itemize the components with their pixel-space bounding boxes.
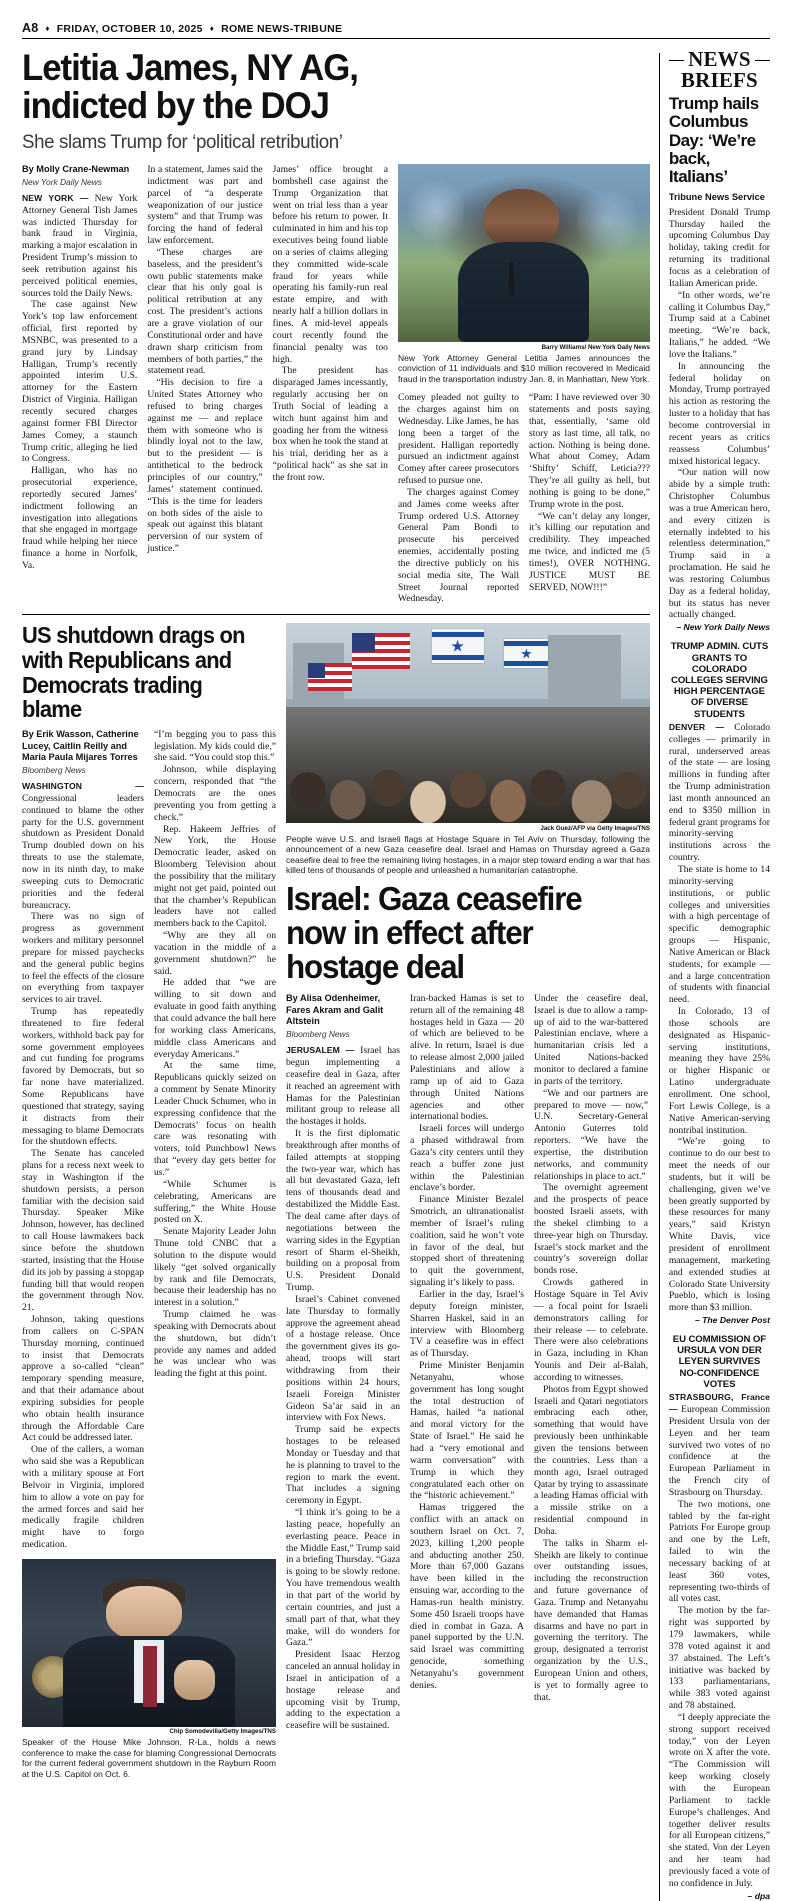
dateline: WASHINGTON — bbox=[22, 781, 144, 792]
israel-col-1 bbox=[286, 993, 400, 1732]
israel-col-2 bbox=[410, 993, 524, 1732]
paragraph: The Senate has canceled plans for a recess next week to stay in Washington if the shutdown persists, a person familiar with the decision said Thursday. Speaker Mike Johnson, however, has declined to call House lawmakers back since before the shutdown started, insisting that the House did its job by passing a stopgap funding bill that would reopen the government through Nov. 21. bbox=[22, 1148, 144, 1314]
lead-byline-org: New York Daily News bbox=[22, 176, 102, 187]
news-briefs-title-line1: NEWS bbox=[669, 49, 770, 70]
folio-bar bbox=[22, 0, 770, 39]
paragraph: “I deeply appreciate the strong support received today,” von der Leyen wrote on X after the vote. “The Commission will keep working closely with the European Parliament to tackle Europe’s challenges. And together deliver results for all European citizens,” she stated. Von der Leyen and her team had previously faced a vote of no confidence in July. bbox=[668, 1711, 770, 1889]
paragraph: He added that “we are willing to sit down and evaluate in good faith anything that could advance the ball here for working class Americans, middle class Americans and everyday Americans.” bbox=[154, 977, 276, 1060]
paragraph: Senate Majority Leader John Thune told CNBC that a solution to the dispute would likely “get solved organically by rank and file Democrats, because their leadership has no interest in a solution.” bbox=[154, 1226, 276, 1309]
paragraph: It is the first diplomatic breakthrough after months of failed attempts at stopping the two-year war, which has all but devastated Gaza, left tens of thousands dead and destabilized the Middle East. The deal came after days of negotiations between the warring sides in the Egyptian resort of Sharm el-Sheikh, building on a proposal from U.S. President Donald Trump. bbox=[286, 1128, 400, 1294]
paragraph: Trump said he expects hostages to be released Monday or Tuesday and that he is planning to travel to the region to mark the event. That includes a signing ceremony in Egypt. bbox=[286, 1424, 400, 1507]
brief-attribution: – dpa bbox=[747, 1890, 770, 1901]
brief-item bbox=[669, 95, 770, 632]
paragraph: Johnson, taking questions from callers on C-SPAN Thursday morning, continued to insist that Democrats approve a so-called “clean” temporary spending measure, and that their adamance about expiring subsidies for people who obtain health insurance through the Affordable Care Act could be addressed later. bbox=[22, 1314, 144, 1444]
dateline: STRASBOURG, France — bbox=[668, 1392, 770, 1414]
brief-item bbox=[669, 1334, 770, 1901]
paragraph-text: New York Attorney General Tish James was indicted Thursday for bank fraud in Virginia, marking a major escalation in President Trump’s mission to seek retribution against his perceived political enemies, sources told the Daily News. bbox=[22, 192, 138, 299]
letitia-james-photo bbox=[398, 164, 650, 342]
lead-story bbox=[22, 49, 650, 605]
news-briefs-column bbox=[669, 49, 770, 1901]
main-content-zone bbox=[22, 49, 650, 1901]
paragraph: President Donald Trump Thursday hailed the upcoming Columbus Day holiday, taking credit for returning its traditional focus as a celebration of Italian American pride. bbox=[668, 206, 770, 289]
photo-caption: People wave U.S. and Israeli flags at Hostage Square in Tel Aviv on Thursday, following the announcement of a new Gaza ceasefire deal. Israel and Hamas on Thursday agreed a Gaza ceasefire deal to free the remaining living hostages, in a major step toward ending a war that has killed tens of thousands of people and unleashed a humanitarian catastrophe. bbox=[286, 833, 650, 876]
photo-credit: Chip Somodevilla/Getty Images/TNS bbox=[169, 1728, 276, 1736]
paragraph: Crowds gathered in Hostage Square in Tel Aviv — a focal point for Israeli demonstrators calling for their release — to celebrate. There were also celebrations in Gaza, including in Khan Younis and Deir al-Balah, according to witnesses. bbox=[534, 1277, 648, 1383]
brief-kicker: TRUMP ADMIN. CUTS GRANTS TO COLORADO COLLEGES SERVING HIGH PERCENTAGE OF DIVERSE STUDENTS bbox=[670, 641, 769, 720]
brief-kicker: EU COMMISSION OF URSULA VON DER LEYEN SURVIVES NO-CONFIDENCE VOTES bbox=[672, 1334, 767, 1390]
paragraph: Trump has repeatedly threatened to fire federal workers, withhold back pay for some government employees and cut funding for programs favored by Democrats, but so far none have materialized. Some Republicans have questioned that strategy, saying it distracts from their messaging to blame Democrats for the shutdown effects. bbox=[22, 1006, 144, 1148]
lead-col-1 bbox=[22, 164, 137, 605]
paragraph: “Our nation will now abide by a simple truth: Christopher Columbus was a true American hero, and every citizen is eternally indebted to his relentless determination,” Trump said in a proclamation. He said he was restoring Columbus Day as a federal holiday, but its status has never actually changed. bbox=[668, 467, 770, 621]
brief-item bbox=[669, 641, 770, 1325]
paragraph: “We can’t delay any longer, it’s killing our reputation and credibility. They impeached me twice, and indicted me (5 times!), OVER NOTHING. JUSTICE MUST BE SERVED, NOW!!!” bbox=[528, 510, 650, 593]
page-number: A8 bbox=[22, 21, 39, 35]
brief-source: Tribune News Service bbox=[668, 191, 765, 202]
diamond-icon: ♦ bbox=[45, 24, 50, 33]
mike-johnson-photo bbox=[22, 1559, 276, 1727]
israel-headline: Israel: Gaza ceasefire now in effect after hostage deal bbox=[286, 879, 582, 985]
paragraph: Finance Minister Bezalel Smotrich, an ultranationalist member of Israel’s ruling coalition, said he won’t vote in favor of the deal, but stopped short of threatening to quit the government, signaling it’s likely to pass. bbox=[410, 1194, 524, 1289]
paragraph: “While Schumer is celebrating, Americans are suffering,” the White House posted on X. bbox=[154, 1178, 276, 1226]
lead-col-4 bbox=[398, 392, 519, 605]
shutdown-col-2 bbox=[154, 729, 276, 1551]
israel-col-3 bbox=[534, 993, 648, 1732]
paragraph: Trump claimed he was speaking with Democrats about the shutdown, but didn’t provide any names and added he was unclear who was leading the fight at this point. bbox=[154, 1309, 276, 1380]
shutdown-headline: US shutdown drags on with Republicans and Democrats trading blame bbox=[22, 622, 245, 723]
dateline: DENVER — bbox=[668, 721, 725, 732]
paragraph: Israeli forces will undergo a phased withdrawal from Gaza’s city centers until they reach a buffer zone just within the Palestinian enclave’s border. bbox=[410, 1123, 524, 1194]
lead-subhead: She slams Trump for ‘political retribution’ bbox=[22, 131, 343, 154]
paragraph: “His decision to fire a United States Attorney who refused to bring charges against me — and replace them with someone who is blindly loyal not to the law, but to the president — is antithetical to the bedrock principles of our country,” James’ statement continued. “This is the time for leaders on both sides of the aisle to speak out against this blatant perversion of our system of justice.” bbox=[147, 377, 263, 555]
paragraph: “These charges are baseless, and the president’s own public statements make clear that his only goal is political retribution at any cost. The president’s actions are a grave violation of our Constitutional order and have drawn sharp criticism from members of both parties,” the statement read. bbox=[147, 246, 263, 377]
publication-name: ROME NEWS-TRIBUNE bbox=[221, 23, 343, 35]
dateline: JERUSALEM — bbox=[286, 1045, 355, 1056]
paragraph: Johnson, while displaying concern, responded that “the Democrats are the ones preventing you from getting a check.” bbox=[154, 764, 276, 823]
photo-credit: Jack Guez/AFP via Getty Images/TNS bbox=[540, 824, 650, 832]
paragraph: Rep. Hakeem Jeffries of New York, the House Democratic leader, asked on Bloomberg Television about the possibility that the military might not get paid, pointed out that the chamber’s Republican leaders have not called members back to the Capitol. bbox=[154, 823, 276, 930]
diamond-icon-2: ♦ bbox=[209, 24, 215, 33]
paragraph: Photos from Egypt showed Israeli and Qatari negotiators embracing each other, something that would have previously been unthinkable given the tensions between the countries. Less than a month ago, Israel outraged Qatar by trying to assassinate a leading Hamas official with a missile strike on a residential compound in Doha. bbox=[534, 1383, 648, 1537]
news-briefs-title-line2: BRIEFS bbox=[680, 68, 758, 92]
paragraph: The overnight agreement and the prospects of peace boosted Israeli assets, with the shekel climbing to a three-year high on Thursday. Israel’s stock market and the country’s sovereign dollar bonds rose. bbox=[534, 1182, 648, 1277]
paragraph: James’ office brought a bombshell case against the Trump Organization that went on trial less than a year before his return to power. It culminated in him and his top executives being found liable on a series of claims alleging they committed wide-scale fraud for years while operating his family-run real estate empire, and with nearly half a billion dollars in fines. A mid-level appeals court recently found the financial penalty was too high. bbox=[272, 164, 388, 365]
paragraph: The charges against Comey and James come weeks after Trump ordered U.S. Attorney General Pam Bondi to prosecute his perceived enemies, accidentally posting the directive publicly on his social media site, The Wall Street Journal reported Wednesday. bbox=[397, 486, 519, 605]
paragraph: There was no sign of progress as government workers and military personnel prepare for missed paychecks and the general public begins to feel the effects of the closure on everything from taxpayer services to air travel. bbox=[22, 911, 144, 1006]
lead-headline: Letitia James, NY AG, indicted by the DOJ bbox=[22, 47, 358, 127]
hostage-square-photo bbox=[286, 623, 650, 823]
section-divider bbox=[22, 614, 650, 615]
paragraph: “We and our partners are prepared to move — now,” U.N. Secretary-General Antonio Guterres told reporters. “We have the expertise, the distribution networks, and community relationships in place to act.” bbox=[534, 1087, 648, 1182]
issue-date: FRIDAY, OCTOBER 10, 2025 bbox=[56, 23, 203, 35]
paragraph: “I’m begging you to pass this legislation. My kids could die,” she said. “You could stop this.” bbox=[154, 728, 276, 764]
paragraph: Israel’s Cabinet convened late Thursday to formally approve the agreement ahead of a hostage release. Once the government gives its go-ahead, troops will start withdrawing from their positions within 24 hours, Israeli Foreign Minister Gideon Sa’ar said in an interview with Fox News. bbox=[286, 1293, 400, 1424]
shutdown-byline: By Erik Wasson, Catherine Lucey, Caitlin Reilly and Maria Paula Mijares Torres bbox=[22, 728, 139, 763]
paragraph: Prime Minister Benjamin Netanyahu, whose government has long sought the total destruction of Hamas, hailed “a national and moral victory for the State of Israel.” He said he had a “very emotional and warm conversation” with Trump in which they congratulated each other on the “historic achievement.” bbox=[410, 1360, 524, 1502]
shutdown-col-1 bbox=[22, 729, 144, 1551]
paragraph: The case against New York’s top law enforcement official, first reported by MSNBC, was presented to a grand jury by Lindsay Halligan, Trump’s recently appointed interim U.S. attorney for the Eastern District of Virginia. Halligan recently secured charges against former FBI Director James Comey, a staunch Trump critic, alleging he lied to Congress. bbox=[22, 299, 138, 465]
paragraph bbox=[22, 193, 137, 300]
paragraph: Earlier in the day, Israel’s deputy foreign minister, Sharren Haskel, said in an interview with Bloomberg TV a ceasefire was in effect as of Thursday. bbox=[410, 1289, 524, 1360]
paragraph: The president has disparaged James incessantly, regularly accusing her on Truth Social of leading a witch hunt against him and goading her from the witness box when he took the stand at his trial, deriding her as a “political hack” as she sat in the front row. bbox=[272, 365, 388, 483]
photo-caption: New York Attorney General Letitia James announces the conviction of 11 individuals and $10 million recovered in Medicaid fraud in the transportation industry Jan. 8, in Manhattan, New York. bbox=[397, 352, 650, 384]
paragraph: Under the ceasefire deal, Israel is due to allow a ramp-up of aid to the war-battered Palestinian enclave, where a humanitarian crisis led a United Nations-backed monitor to declared a famine in parts of the territory. bbox=[534, 992, 648, 1087]
lead-col-3 bbox=[273, 164, 388, 605]
paragraph-text: European Commission President Ursula von der Leyen and her team survived two votes of no confidence at the European Parliament in the French city of Strasbourg on Thursday. bbox=[668, 1403, 770, 1498]
column-divider bbox=[659, 53, 660, 1901]
paragraph: “Why are they all on vacation in the middle of a government shutdown?” he said. bbox=[154, 930, 276, 977]
paragraph: Comey pleaded not guilty to the charges against him on Wednesday. Like James, he has long been a target of the president. Halligan reportedly pursued an indictment against Comey after career prosecutors refused to pursue one. bbox=[397, 392, 519, 487]
israel-byline-org: Bloomberg News bbox=[286, 1029, 350, 1040]
shutdown-byline-org: Bloomberg News bbox=[22, 765, 86, 776]
paragraph: “Pam: I have reviewed over 30 statements and posts saying that, essentially, ‘same old story as last time, all talk, no action. Nothing is being done. What about Comey, Adam ‘Shifty’ Schiff, Leticia??? They’re all guilty as hell, but nothing is going to be done,” Trump wrote in the post. bbox=[528, 392, 650, 510]
paragraph: Halligan, who has no prosecutorial experience, reportedly secured James’ indictment following an investigation into allegations that she engaged in mortgage fraud while helping her niece finance a home in Norfolk, Va. bbox=[22, 465, 138, 571]
paragraph: “We’re going to continue to do our best to meet the needs of our students, but it will be challenging, given we’ve been greatly supported by these resources for many years,” said Kristyn White Davis, vice president of enrollment management, marketing and extended studies at Colorado State University Pueblo, which is losing more than $3 million. bbox=[668, 1136, 770, 1314]
johnson-photo-block bbox=[22, 1559, 276, 1780]
israel-byline: By Alisa Odenheimer, Fares Akram and Galit Altstein bbox=[286, 992, 384, 1027]
lead-photo-zone bbox=[398, 164, 650, 605]
paragraph-text: Congressional leaders continued to blame the other party for the U.S. government shutdown as President Donald Trump doubled down on his threats to use the stalemate, now in its ninth day, to make sweeping cuts to Democratic priorities and the federal bureaucracy. bbox=[22, 792, 144, 911]
brief-attribution: – New York Daily News bbox=[676, 622, 770, 633]
news-briefs-title bbox=[669, 49, 770, 95]
lower-section bbox=[22, 623, 650, 1779]
paragraph: At the same time, Republicans quickly seized on a comment by Senate Minority Leader Chuck Schumer, who in expressing confidence that the Democrats’ focus on health care was resonating with voters, told Punchbowl News that “every day gets better for us.” bbox=[154, 1060, 276, 1178]
paragraph bbox=[22, 781, 144, 911]
paragraph: One of the callers, a woman who said she was a Republican with a military spouse at Fort Belvoir in Virginia, implored him to allow a vote on pay for the armed forces and said her medically fragile children might have to forgo medication. bbox=[22, 1444, 144, 1551]
page-body bbox=[22, 39, 770, 1901]
paragraph: “In other words, we’re calling it Columbus Day,” Trump said at a Cabinet meeting. “We’re back, Italians,” he added. “We love the Italians.” bbox=[668, 289, 770, 360]
lead-byline: By Molly Crane-Newman bbox=[22, 164, 130, 175]
israel-story bbox=[286, 623, 650, 1779]
paragraph: The two motions, one tabled by the far-right Patriots For Europe group and one by the Left, failed to win the necessary backing of at least 360 votes, representing two-thirds of all votes cast. bbox=[668, 1498, 770, 1605]
paragraph: The state is home to 14 minority-serving institutions, or public colleges and universities with a high percentage of specific demographic groups — Hispanic, Native American or Black students, for example — and a large concentration of students with financial need. bbox=[668, 863, 770, 1006]
photo-credit: Barry Williams/ New York Daily News bbox=[541, 343, 650, 351]
photo-caption: Speaker of the House Mike Johnson, R-La., holds a news conference to make the case for blaming Congressional Democrats for the current federal government shutdown in the Rayburn Room at the U.S. Capitol on Oct. 6. bbox=[22, 1737, 276, 1779]
paragraph: President Isaac Herzog canceled an annual holiday in Israel in anticipation of a hostage release and upcoming visit by Trump, adding to the expectation a ceasefire will be sustained. bbox=[286, 1649, 401, 1732]
paragraph-text: Israel has begun implementing a ceasefire deal in Gaza, after it reached an agreement with Hamas for the Palestinian militant group to release all the hostages it holds. bbox=[286, 1045, 400, 1128]
dateline: NEW YORK — bbox=[22, 192, 89, 203]
brief-attribution: – The Denver Post bbox=[695, 1315, 770, 1326]
paragraph bbox=[669, 722, 770, 864]
paragraph: The motion by the far-right was supported by 179 lawmakers, while 378 voted against it and 37 abstained. The Left’s initiative was backed by 133 parliamentarians, while 383 voted against and 78 abstained. bbox=[668, 1605, 770, 1712]
paragraph: In Colorado, 13 of those schools are designated as Hispanic-serving institutions, meaning they have 25% or higher Hispanic or Latino undergraduate enrollment. One school, Fort Lewis College, is a Native American-serving nontribal institution. bbox=[668, 1006, 770, 1136]
paragraph: The talks in Sharm el-Sheikh are likely to continue over outstanding issues, including the reconstruction and future governance of Gaza. Trump and Netanyahu have demanded that Hamas disarms and have no part in governing the territory. The group, designated a terrorist organization by the U.S., European Union and others, is yet to formally agree to that. bbox=[534, 1537, 648, 1703]
brief-headline: Trump hails Columbus Day: ‘We’re back, Italians’ bbox=[668, 94, 759, 187]
paragraph: In announcing the federal holiday on Monday, Trump portrayed his action as restoring the luster to a holiday that has become controversial in recent years as critics reassess Columbus’ mixed historical legacy. bbox=[668, 360, 770, 467]
paragraph bbox=[286, 1045, 400, 1128]
paragraph-text: Colorado colleges — primarily in rural, underserved areas of the state — are losing millions in funding after the Trump administration last month announced an end to $350 million in federal grant programs for minority-serving institutions across the country. bbox=[668, 721, 770, 864]
paragraph: Hamas triggered the conflict with an attack on southern Israel on Oct. 7, 2023, killing 1,200 people and abducting another 250. More than 67,000 Gazans have been killed in the ensuing war, according to the Hamas-run health ministry. Some 450 Israeli troops have died in combat in Gaza. A panel supported by the U.N. said Israel was committing genocide, something Netanyahu’s government denies. bbox=[410, 1502, 524, 1691]
lead-col-5 bbox=[529, 392, 650, 605]
shutdown-story bbox=[22, 623, 276, 1779]
paragraph bbox=[669, 1392, 770, 1499]
paragraph: Iran-backed Hamas is set to return all of the remaining 48 hostages held in Gaza — 20 of which are believed to be alive. In return, Israel is due to release almost 2,000 jailed Palestinians and allow a ramp up of aid to Gaza through United Nations agencies and other international bodies. bbox=[410, 992, 524, 1123]
paragraph: “I think it’s going to be a lasting peace, hopefully an everlasting peace. Peace in the Middle East,” Trump said in a briefing Thursday. “Gaza is going to be slowly redone. You have tremendous wealth in that part of the world by certain countries, and just a small part of that, what they make, will do wonders for Gaza.” bbox=[286, 1507, 400, 1649]
paragraph: In a statement, James said the indictment was part and parcel of “a desperate weaponization of our justice system” and that Trump was forcing the hand of federal law enforcement. bbox=[147, 164, 263, 247]
lead-col-2 bbox=[147, 164, 262, 605]
